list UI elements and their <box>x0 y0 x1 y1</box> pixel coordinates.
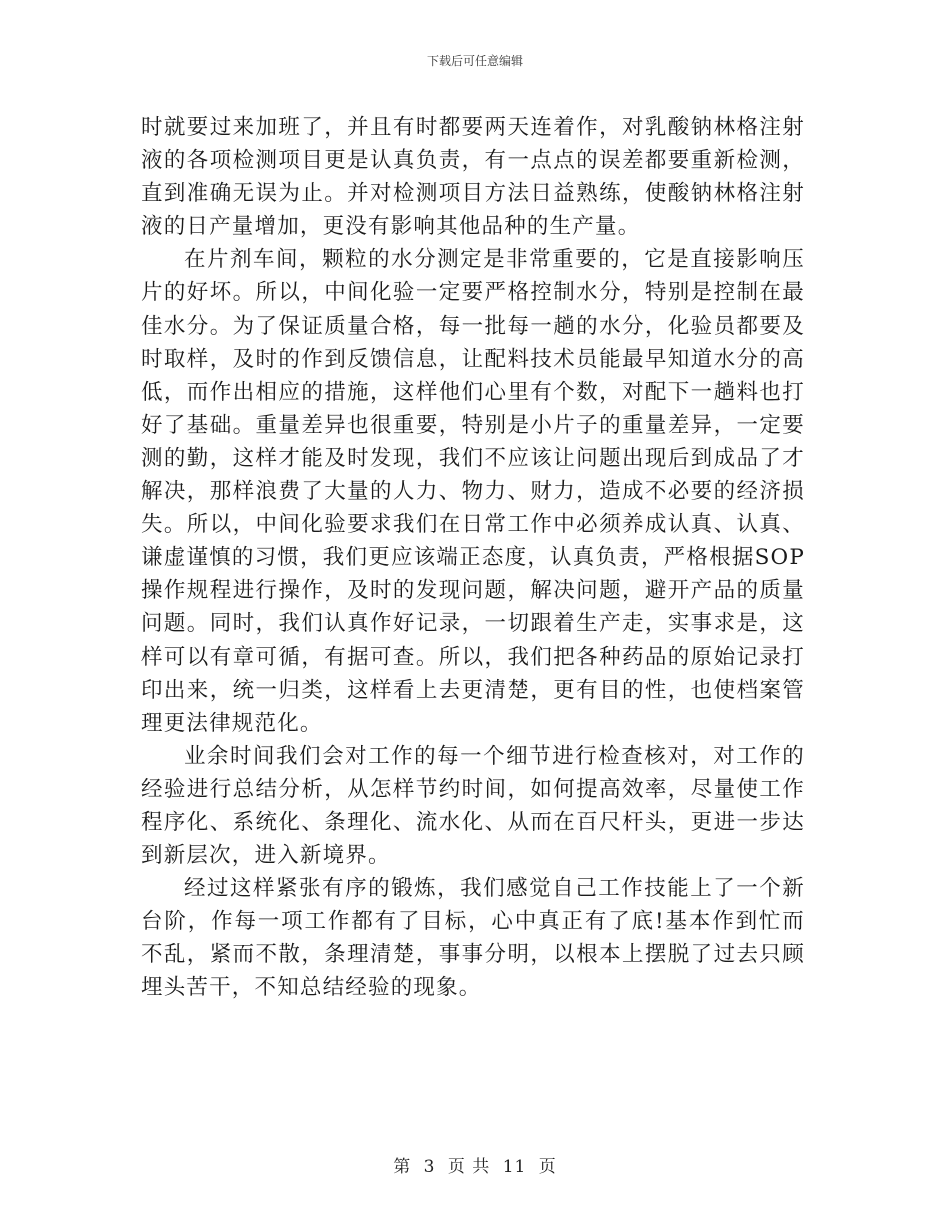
page-header: 下载后可任意编辑 <box>426 54 523 68</box>
footer-page-number: 3 <box>423 1157 436 1177</box>
paragraph-2: 在片剂车间，颗粒的水分测定是非常重要的，它是直接影响压片的好坏。所以，中间化验一定要严格控制水分，特别是控制在最佳水分。为了保证质量合格，每一批每一趟的水分，化验员都要及时取样，及时的作到反馈信息，让配料技术员能最早知道水分的高低，而作出相应的措施，这样他们心里有个数，对配下一趟料也打好了基础。重量差异也很重要，特别是小片子的重量差异，一定要测的勤，这样才能及时发现，我们不应该让问题出现后到成品了才解决，那样浪费了大量的人力、物力、财力，造成不必要的经济损失。所以，中间化验要求我们在日常工作中必须养成认真、认真、谦虚谨慎的习惯，我们更应该端正态度，认真负责，严格根据SOP操作规程进行操作，及时的发现问题，解决问题，避开产品的质量问题。同时，我们认真作好记录，一切跟着生产走，实事求是，这样可以有章可循，有据可查。所以，我们把各种药品的原始记录打印出来，统一归类，这样看上去更清楚，更有目的性，也使档案管理更法律规范化。 <box>141 247 805 736</box>
footer-suffix: 页 <box>538 1157 557 1177</box>
page-footer <box>0 1152 950 1177</box>
footer-total-pages: 11 <box>502 1157 527 1177</box>
footer-prefix: 第 <box>393 1157 412 1177</box>
paragraph-4: 经过这样紧张有序的锻炼，我们感觉自己工作技能上了一个新台阶，作每一项工作都有了目标，心中真正有了底!基本作到忙而不乱，紧而不散，条理清楚，事事分明，以根本上摆脱了过去只顾埋头苦干，不知总结经验的现象。 <box>141 876 805 1001</box>
paragraph-1: 时就要过来加班了，并且有时都要两天连着作，对乳酸钠林格注射液的各项检测项目更是认真负责，有一点点的误差都要重新检测，直到准确无误为止。并对检测项目方法日益熟练，使酸钠林格注射液的日产量增加，更没有影响其他品种的生产量。 <box>141 115 805 240</box>
body-text <box>141 111 805 1005</box>
paragraph-3: 业余时间我们会对工作的每一个细节进行检查核对，对工作的经验进行总结分析，从怎样节约时间，如何提高效率，尽量使工作程序化、系统化、条理化、流水化、从而在百尺杆头，更进一步达到新层次，进入新境界。 <box>141 743 805 869</box>
footer-middle: 页 共 <box>447 1157 491 1177</box>
